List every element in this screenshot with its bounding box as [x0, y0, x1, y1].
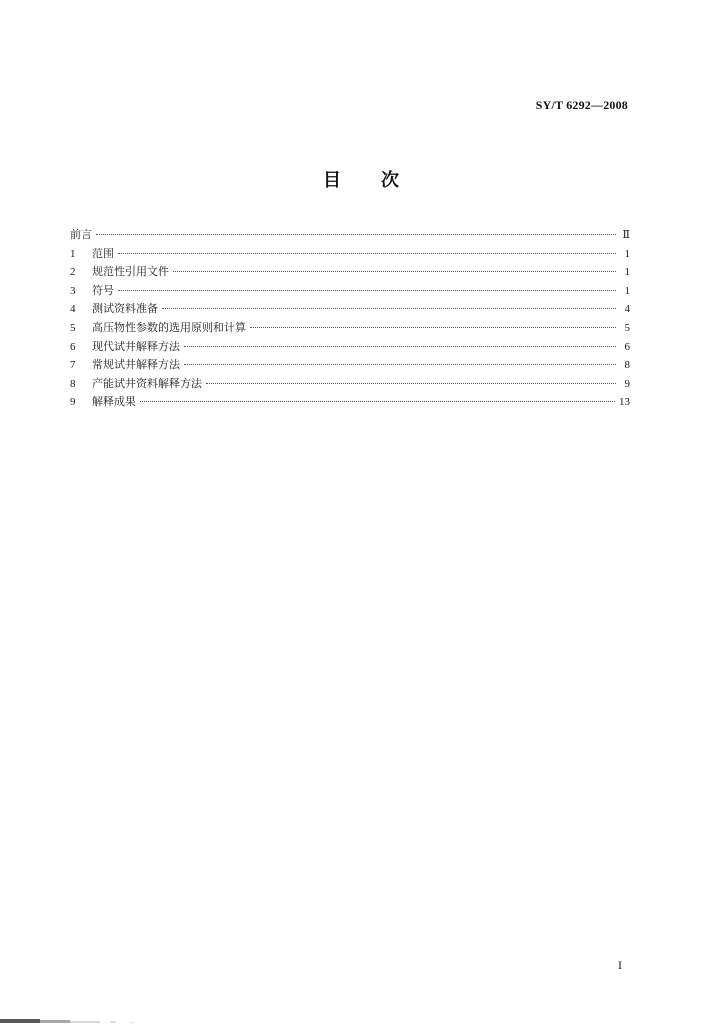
dot-leader — [206, 383, 616, 384]
title-char-1: 目 — [323, 170, 341, 191]
toc-entry-number: 7 — [70, 359, 76, 372]
dot-leader — [96, 234, 616, 235]
toc-entry-page: 13 — [619, 396, 630, 409]
dot-leader — [173, 271, 616, 272]
toc-entry-foreword[interactable] — [70, 226, 630, 245]
toc-entry-page: 5 — [624, 321, 630, 334]
page-title — [0, 166, 722, 192]
toc-entry-page: 1 — [624, 266, 630, 279]
toc-entry-label: 现代试井解释方法 — [92, 339, 180, 353]
toc-entry-number: 5 — [70, 321, 76, 334]
toc-entry-number: 1 — [70, 247, 76, 260]
toc-entry-label: 规范性引用文件 — [92, 265, 169, 279]
toc-entry-page: 8 — [624, 359, 630, 372]
dot-leader — [184, 364, 616, 365]
dot-leader — [162, 308, 616, 309]
toc-entry[interactable] — [70, 356, 630, 375]
toc-entry-label: 测试资料准备 — [92, 302, 158, 316]
toc-entry-label: 范围 — [92, 246, 114, 260]
dot-leader — [140, 401, 615, 402]
toc-entry-label: 常规试井解释方法 — [92, 358, 180, 372]
toc-entry-page: 1 — [624, 247, 630, 260]
toc-entry-page: 6 — [624, 340, 630, 353]
toc-entry-label: 符号 — [92, 283, 114, 297]
table-of-contents — [70, 226, 630, 412]
toc-entry-number: 9 — [70, 396, 76, 409]
toc-entry[interactable] — [70, 393, 630, 412]
toc-entry-number: 3 — [70, 284, 76, 297]
toc-entry-label: 高压物性参数的选用原则和计算 — [92, 320, 246, 334]
scan-artifact — [0, 1016, 160, 1024]
toc-entry-label: 前言 — [70, 228, 92, 241]
dot-leader — [118, 253, 616, 254]
title-char-2: 次 — [381, 170, 399, 191]
toc-entry[interactable] — [70, 319, 630, 338]
standard-code: SY/T 6292—2008 — [535, 98, 628, 112]
dot-leader — [118, 290, 616, 291]
toc-entry[interactable] — [70, 375, 630, 394]
toc-entry[interactable] — [70, 263, 630, 282]
toc-entry[interactable] — [70, 282, 630, 301]
toc-entry[interactable] — [70, 300, 630, 319]
dot-leader — [250, 327, 616, 328]
toc-entry-label: 产能试井资料解释方法 — [92, 376, 202, 390]
toc-entry-page: 9 — [624, 377, 630, 390]
toc-entry-page: 4 — [624, 303, 630, 316]
toc-entry-number: 2 — [70, 266, 76, 279]
toc-entry-number: 6 — [70, 340, 76, 353]
toc-entry-number: 4 — [70, 303, 76, 316]
toc-entry-page: Ⅱ — [622, 229, 630, 241]
toc-entry-label: 解释成果 — [92, 395, 136, 409]
toc-entry[interactable] — [70, 338, 630, 357]
toc-entry-number: 8 — [70, 377, 76, 390]
page-number: I — [618, 958, 622, 972]
toc-entry[interactable] — [70, 245, 630, 264]
dot-leader — [184, 346, 616, 347]
toc-entry-page: 1 — [624, 284, 630, 297]
